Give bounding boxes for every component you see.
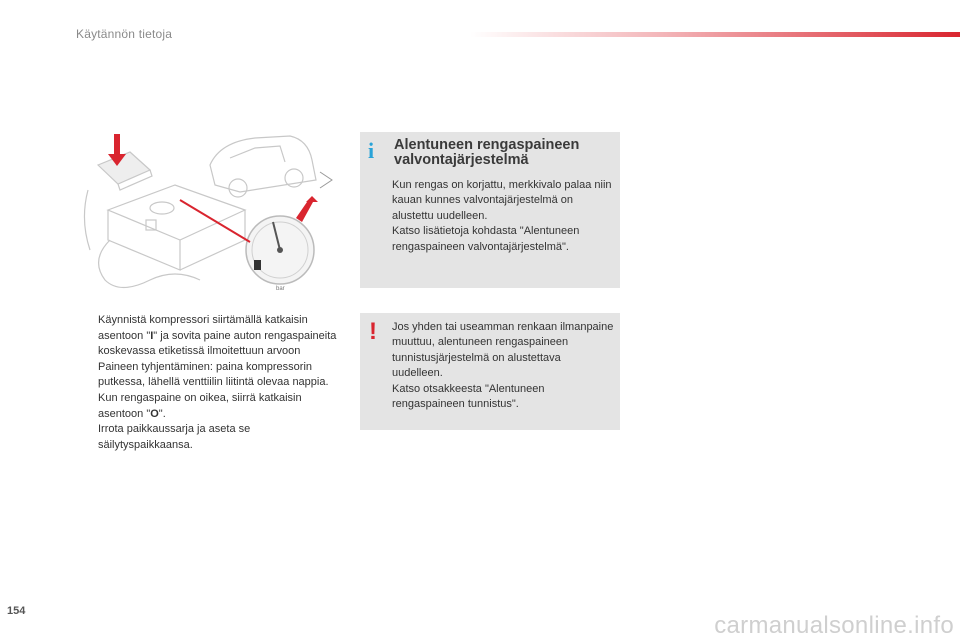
watermark: carmanualsonline.info (714, 612, 954, 639)
warning-box-body: Jos yhden tai useamman renkaan ilmanpaine muuttuu, alentuneen rengaspaineen tunnistusjärjestelmä on alustettava uudelleen. Katso otsakkeesta "Alentuneen rengaspaineen tunnistus". (392, 321, 614, 411)
page-header-title: Käytännön tietoja (76, 27, 173, 41)
bullet-marker (78, 422, 98, 453)
instruction-text: Irrota paikkaussarja ja aseta se säilytyspaikkaansa. (98, 423, 251, 451)
instruction-text: Kun rengaspaine on oikea, siirrä katkaisin asentoon "O". (98, 391, 302, 420)
list-item (78, 313, 348, 391)
bullet-marker (78, 313, 98, 391)
header-accent-bar (470, 32, 960, 37)
instruction-text: Käynnistä kompressori siirtämällä katkaisin asentoon "I" ja sovita paine auton rengaspaineita koskevassa etiketissä ilmoitettuun arvoon (98, 314, 337, 358)
bullet-marker (78, 391, 98, 422)
list-item (78, 391, 348, 422)
warning-box (360, 313, 620, 430)
info-icon: i (368, 138, 375, 163)
page-number: 154 (7, 605, 26, 617)
info-box (360, 132, 620, 288)
warning-icon: ! (369, 318, 377, 345)
gauge-unit-label: bar (276, 286, 285, 292)
list-item (78, 422, 348, 453)
compressor-illustration (80, 130, 342, 300)
info-box-title: Alentuneen rengaspaineen valvontajärjestelmä (394, 137, 580, 168)
instruction-text: Paineen tyhjentäminen: paina kompressorin putkessa, lähellä venttiilin liitintä olevaa nappia. (98, 360, 329, 389)
info-box-body: Kun rengas on korjattu, merkkivalo palaa niin kauan kunnes valvontajärjestelmä on alustettu uudelleen. Katso lisätietoja kohdasta "Alentuneen rengaspaineen valvontajärjestelmä". (392, 179, 612, 253)
instruction-list (78, 313, 348, 453)
